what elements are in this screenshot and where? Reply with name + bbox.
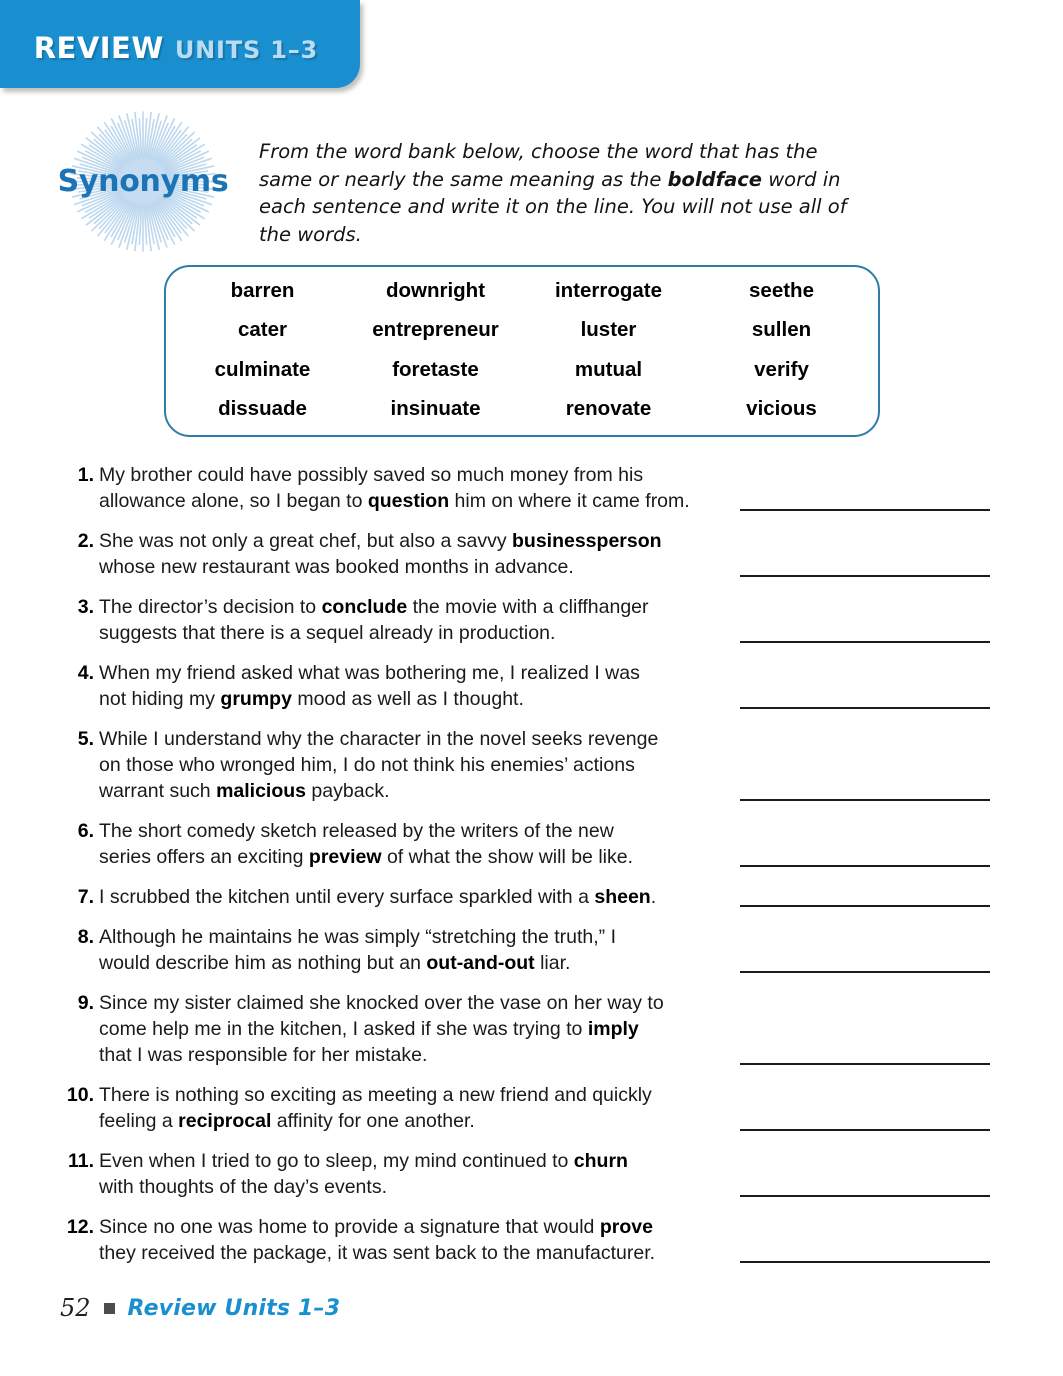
word-bank-word[interactable]: sullen (751, 318, 812, 342)
question-line (99, 1214, 729, 1240)
question-number: 4. (77, 662, 94, 684)
question-sentence (99, 660, 729, 712)
boldface-target-word: businessperson (512, 530, 662, 552)
boldface-target-word: out-and-out (426, 952, 535, 974)
boldface-target-word: sheen (594, 886, 651, 908)
answer-blank-line[interactable] (740, 509, 990, 511)
question-line (99, 1174, 729, 1200)
sentence-fragment: suggests that there is a sequel already in production. (99, 622, 556, 644)
answer-blank-line[interactable] (740, 575, 990, 577)
word-bank-word[interactable]: downright (385, 278, 486, 302)
sentence-fragment: The director’s decision to (99, 596, 322, 618)
sentence-fragment: whose new restaurant was booked months in advance. (99, 556, 574, 578)
boldface-target-word: reciprocal (178, 1110, 272, 1132)
word-bank-word[interactable]: renovate (565, 397, 652, 421)
question-sentence (99, 726, 729, 804)
question-item (0, 884, 1063, 910)
question-item (0, 990, 1063, 1068)
question-item (0, 660, 1063, 712)
banner-text-group (34, 31, 318, 65)
question-line (99, 844, 729, 870)
question-sentence (99, 990, 729, 1068)
boldface-target-word: malicious (216, 780, 307, 802)
question-sentence (99, 594, 729, 646)
question-number: 5. (77, 728, 94, 750)
question-number: 3. (77, 596, 94, 618)
synonyms-badge (57, 104, 229, 259)
synonyms-label: Synonyms (57, 164, 229, 199)
sentence-fragment: on those who wronged him, I do not think his enemies’ actions (99, 754, 635, 776)
sentence-fragment: affinity for one another. (271, 1110, 475, 1132)
sentence-fragment: While I understand why the character in the novel seeks revenge (99, 728, 659, 750)
word-bank-word[interactable]: insinuate (390, 397, 481, 421)
question-sentence (99, 884, 729, 910)
word-bank-word[interactable]: luster (580, 318, 637, 342)
boldface-target-word: question (367, 490, 450, 512)
question-line (99, 620, 729, 646)
sentence-fragment: I scrubbed the kitchen until every surface sparkled with a (99, 886, 595, 908)
banner-title: REVIEW (33, 31, 164, 65)
question-number: 2. (77, 530, 94, 552)
word-bank-word[interactable]: vicious (746, 397, 817, 421)
question-line (99, 924, 729, 950)
sentence-fragment: She was not only a great chef, but also a savvy (99, 530, 512, 552)
page-footer (60, 1294, 340, 1322)
answer-blank-line[interactable] (740, 641, 990, 643)
question-line (99, 1108, 729, 1134)
question-item (0, 1082, 1063, 1134)
question-line (99, 752, 729, 778)
question-item (0, 1214, 1063, 1266)
boldface-target-word: churn (573, 1150, 628, 1172)
question-line (99, 1148, 729, 1174)
sentence-fragment: mood as well as I thought. (291, 688, 524, 710)
review-banner (0, 0, 360, 88)
sentence-fragment: My brother could have possibly saved so much money from his (99, 464, 644, 486)
banner-subtitle: UNITS 1–3 (174, 36, 318, 64)
question-item (0, 726, 1063, 804)
question-number: 10. (66, 1084, 94, 1106)
answer-blank-line[interactable] (740, 865, 990, 867)
question-line (99, 778, 729, 804)
sentence-fragment: with thoughts of the day’s events. (99, 1176, 387, 1198)
question-sentence (99, 818, 729, 870)
sentence-fragment: payback. (306, 780, 390, 802)
question-line (99, 462, 729, 488)
boldface-target-word: prove (599, 1216, 653, 1238)
boldface-target-word: preview (308, 846, 382, 868)
boldface-target-word: conclude (321, 596, 408, 618)
sentence-fragment: of what the show will be like. (381, 846, 633, 868)
footer-page-number: 52 (60, 1294, 91, 1322)
sentence-fragment: not hiding my (99, 688, 221, 710)
question-line (99, 660, 729, 686)
question-number: 11. (67, 1150, 94, 1172)
word-bank-word[interactable]: foretaste (392, 357, 479, 381)
question-line (99, 1016, 729, 1042)
question-item (0, 594, 1063, 646)
sentence-fragment: the movie with a cliffhanger (407, 596, 649, 618)
question-line (99, 1082, 729, 1108)
question-number: 6. (77, 820, 94, 842)
answer-blank-line[interactable] (740, 707, 990, 709)
question-sentence (99, 1148, 729, 1200)
directions-boldface-word: boldface (667, 167, 763, 191)
word-bank-word[interactable]: seethe (749, 278, 814, 302)
question-sentence (99, 924, 729, 976)
question-number: 1. (77, 464, 94, 486)
question-line (99, 554, 729, 580)
word-bank-word[interactable]: cater (237, 318, 287, 342)
questions-list (0, 462, 1063, 1280)
answer-blank-line[interactable] (740, 971, 990, 973)
answer-blank-line[interactable] (740, 905, 990, 907)
word-bank-word[interactable]: culminate (214, 357, 311, 381)
question-line (99, 686, 729, 712)
question-item (0, 528, 1063, 580)
question-line (99, 990, 729, 1016)
answer-blank-line[interactable] (740, 1261, 990, 1263)
sentence-fragment: Since no one was home to provide a signature that would (99, 1216, 600, 1238)
sentence-fragment: him on where it came from. (449, 490, 690, 512)
sentence-fragment: Since my sister claimed she knocked over the vase on her way to (99, 992, 664, 1014)
directions-suffix: word in each sentence and write it on the line. You will not use all of the words. (259, 167, 847, 246)
question-line (99, 818, 729, 844)
answer-blank-line[interactable] (740, 1063, 990, 1065)
word-bank-word[interactable]: dissuade (218, 397, 307, 421)
question-sentence (99, 1214, 729, 1266)
sentence-fragment: feeling a (99, 1110, 179, 1132)
sentence-fragment: Even when I tried to go to sleep, my mind continued to (99, 1150, 574, 1172)
sentence-fragment: When my friend asked what was bothering me, I realized I was (99, 662, 640, 684)
sentence-fragment: liar. (534, 952, 571, 974)
question-line (99, 1240, 729, 1266)
sentence-fragment: allowance alone, so I began to (99, 490, 368, 512)
sentence-fragment: series offers an exciting (99, 846, 309, 868)
directions-text (259, 138, 859, 248)
square-bullet-icon (104, 1303, 115, 1314)
question-number: 12. (66, 1216, 94, 1238)
word-bank-word[interactable]: barren (230, 278, 295, 302)
question-line (99, 884, 729, 910)
sentence-fragment: The short comedy sketch released by the writers of the new (99, 820, 614, 842)
question-item (0, 818, 1063, 870)
answer-blank-line[interactable] (740, 799, 990, 801)
section-header (0, 104, 1063, 259)
word-bank-word[interactable]: entrepreneur (372, 318, 499, 342)
answer-blank-line[interactable] (740, 1195, 990, 1197)
directions-prefix: From the word bank below, choose the word that has the same or nearly the same meaning as the (259, 140, 818, 191)
sentence-fragment: that I was responsible for her mistake. (99, 1044, 428, 1066)
question-line (99, 488, 729, 514)
sentence-fragment: they received the package, it was sent back to the manufacturer. (99, 1242, 656, 1264)
answer-blank-line[interactable] (740, 1129, 990, 1131)
question-line (99, 726, 729, 752)
question-item (0, 924, 1063, 976)
sentence-fragment: warrant such (99, 780, 217, 802)
sentence-fragment: would describe him as nothing but an (99, 952, 427, 974)
boldface-target-word: imply (587, 1018, 639, 1040)
question-number: 8. (77, 926, 94, 948)
question-item (0, 1148, 1063, 1200)
footer-title: Review Units 1–3 (127, 1295, 341, 1321)
question-line (99, 594, 729, 620)
boldface-target-word: grumpy (220, 688, 292, 710)
question-line (99, 950, 729, 976)
question-sentence (99, 462, 729, 514)
sentence-fragment: . (650, 886, 657, 908)
sentence-fragment: Although he maintains he was simply “stretching the truth,” I (99, 926, 616, 948)
sentence-fragment: come help me in the kitchen, I asked if she was trying to (99, 1018, 588, 1040)
word-bank-word[interactable]: interrogate (554, 278, 663, 302)
question-item (0, 462, 1063, 514)
question-sentence (99, 1082, 729, 1134)
question-number: 7. (77, 886, 94, 908)
word-bank-word[interactable]: verify (754, 357, 809, 381)
word-bank (164, 265, 880, 437)
question-number: 9. (77, 992, 94, 1014)
word-bank-word[interactable]: mutual (574, 357, 643, 381)
question-line (99, 1042, 729, 1068)
sentence-fragment: There is nothing so exciting as meeting a new friend and quickly (99, 1084, 652, 1106)
question-sentence (99, 528, 729, 580)
question-line (99, 528, 729, 554)
